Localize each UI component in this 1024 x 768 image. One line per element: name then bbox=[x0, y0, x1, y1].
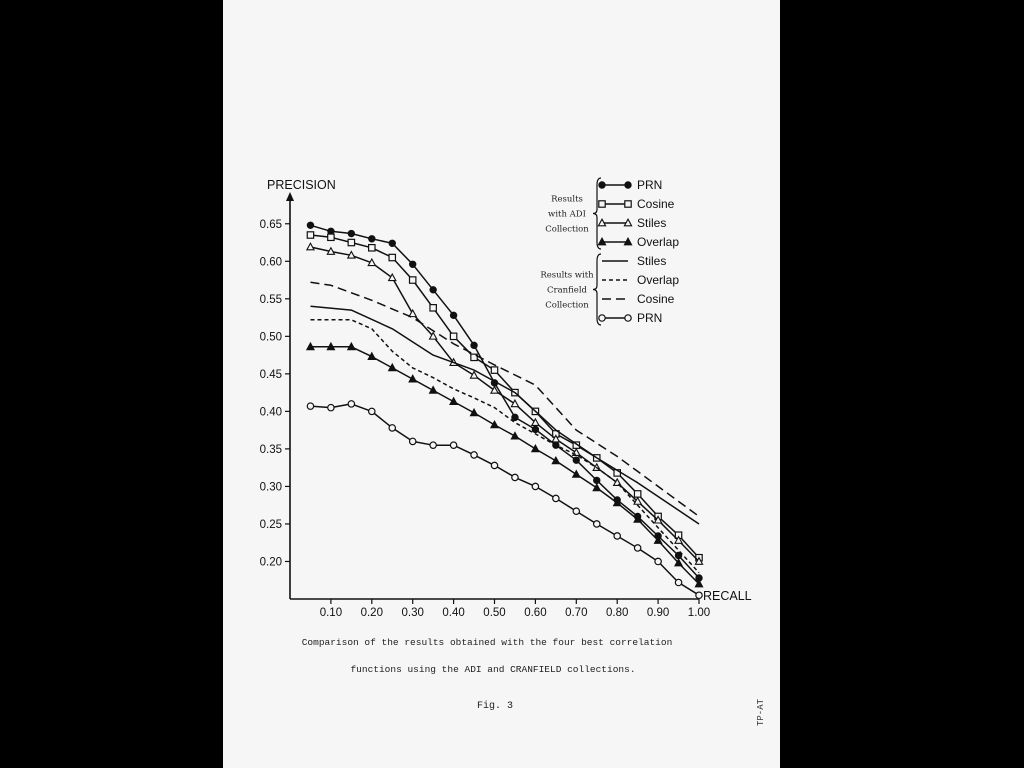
data-point-adi-overlap bbox=[532, 445, 539, 452]
data-point-cranfield-prn bbox=[634, 545, 640, 551]
data-point-cranfield-prn bbox=[307, 403, 313, 409]
data-point-adi-prn bbox=[471, 342, 477, 348]
data-point-adi-prn bbox=[450, 312, 456, 318]
data-point-adi-overlap bbox=[593, 484, 600, 491]
data-point-cranfield-prn bbox=[389, 425, 395, 431]
data-point-cranfield-prn bbox=[348, 401, 354, 407]
y-tick-label: 0.45 bbox=[259, 368, 282, 381]
legend-entry-label: PRN bbox=[637, 311, 663, 325]
data-point-adi-overlap bbox=[491, 421, 498, 428]
data-point-adi-prn bbox=[348, 230, 354, 236]
data-point-cranfield-prn bbox=[696, 592, 702, 598]
data-point-adi-overlap bbox=[552, 457, 559, 464]
data-point-cranfield-prn bbox=[594, 521, 600, 527]
data-point-adi-cosine bbox=[491, 367, 497, 373]
data-point-cranfield-prn bbox=[655, 558, 661, 564]
legend-group-label: Results with bbox=[540, 270, 594, 281]
legend-group-label: Cranfield bbox=[547, 285, 587, 296]
data-point-adi-overlap bbox=[450, 398, 457, 405]
y-tick-label: 0.65 bbox=[259, 218, 282, 231]
legend-entry-label: Stiles bbox=[637, 254, 667, 268]
y-tick-label: 0.60 bbox=[259, 256, 282, 269]
series-line-cranfield-prn bbox=[311, 404, 700, 595]
data-point-adi-cosine bbox=[410, 277, 416, 283]
data-point-cranfield-prn bbox=[450, 442, 456, 448]
data-point-adi-prn bbox=[594, 477, 600, 483]
data-point-adi-stiles bbox=[511, 400, 518, 407]
data-point-adi-prn bbox=[389, 240, 395, 246]
data-point-adi-cosine bbox=[634, 491, 640, 497]
legend-entry-label: Overlap bbox=[637, 235, 680, 249]
data-point-adi-prn bbox=[369, 236, 375, 242]
data-point-cranfield-prn bbox=[328, 404, 334, 410]
legend-entry-label: Cosine bbox=[637, 197, 675, 211]
legend-group-label: Collection bbox=[545, 300, 589, 311]
legend-entry-label: Cosine bbox=[637, 292, 675, 306]
legend-marker bbox=[599, 315, 605, 321]
x-tick-label: 0.40 bbox=[442, 607, 465, 619]
data-point-adi-prn bbox=[512, 414, 518, 420]
x-tick-label: 0.10 bbox=[319, 607, 343, 619]
data-point-cranfield-prn bbox=[532, 483, 538, 489]
data-point-adi-cosine bbox=[430, 305, 436, 311]
legend-group-label: with ADI bbox=[548, 209, 586, 220]
data-point-adi-prn bbox=[430, 287, 436, 293]
y-tick-label: 0.35 bbox=[259, 443, 282, 456]
x-tick-label: 0.90 bbox=[646, 607, 670, 619]
figure-label: Fig. 3 bbox=[476, 701, 514, 712]
x-tick-label: 0.30 bbox=[401, 607, 424, 619]
data-point-adi-prn bbox=[410, 261, 416, 267]
legend-marker bbox=[625, 315, 631, 321]
legend-marker bbox=[625, 201, 631, 207]
y-tick-label: 0.50 bbox=[259, 331, 282, 344]
y-axis-arrow bbox=[286, 192, 294, 201]
data-point-adi-prn bbox=[573, 457, 579, 463]
y-axis-title: PRECISION bbox=[267, 178, 336, 192]
legend-group-brace bbox=[593, 178, 601, 249]
data-point-adi-overlap bbox=[470, 409, 477, 416]
data-point-cranfield-prn bbox=[410, 438, 416, 444]
data-point-cranfield-prn bbox=[553, 495, 559, 501]
legend-group-label: Results bbox=[551, 194, 583, 205]
x-tick-label: 0.20 bbox=[360, 607, 383, 619]
y-tick-label: 0.25 bbox=[259, 518, 282, 531]
data-point-cranfield-prn bbox=[573, 508, 579, 514]
x-tick-label: 0.70 bbox=[565, 607, 588, 619]
y-tick-label: 0.30 bbox=[259, 481, 282, 494]
x-tick-label: 0.50 bbox=[483, 607, 506, 619]
data-point-adi-cosine bbox=[328, 234, 334, 240]
data-point-cranfield-prn bbox=[614, 533, 620, 539]
y-tick-label: 0.55 bbox=[259, 293, 282, 306]
precision-recall-chart bbox=[223, 0, 780, 768]
data-point-adi-stiles bbox=[389, 274, 396, 281]
data-point-cranfield-prn bbox=[491, 462, 497, 468]
data-point-adi-cosine bbox=[369, 245, 375, 251]
y-tick-label: 0.20 bbox=[259, 556, 282, 569]
y-tick-label: 0.40 bbox=[259, 406, 282, 419]
x-tick-label: 0.80 bbox=[606, 607, 629, 619]
data-point-adi-overlap bbox=[573, 471, 580, 478]
caption-line-2: functions using the ADI and CRANFIELD collections. bbox=[350, 664, 636, 675]
data-point-cranfield-prn bbox=[430, 442, 436, 448]
x-axis-title: RECALL bbox=[703, 589, 752, 603]
legend-entry-label: Stiles bbox=[637, 216, 667, 230]
chart-legend bbox=[540, 178, 679, 325]
data-point-adi-cosine bbox=[450, 333, 456, 339]
data-point-adi-stiles bbox=[307, 243, 314, 250]
legend-marker bbox=[599, 201, 605, 207]
data-point-cranfield-prn bbox=[369, 408, 375, 414]
data-point-adi-overlap bbox=[389, 364, 396, 371]
legend-group-brace bbox=[593, 254, 601, 325]
data-point-cranfield-prn bbox=[512, 474, 518, 480]
data-point-adi-stiles bbox=[409, 310, 416, 317]
legend-group-label: Collection bbox=[545, 224, 589, 235]
data-point-adi-stiles bbox=[470, 372, 477, 379]
data-point-adi-overlap bbox=[511, 432, 518, 439]
caption-line-1: Comparison of the results obtained with the four best correlation bbox=[301, 637, 673, 648]
page-code: TP-AT bbox=[756, 698, 766, 726]
data-point-adi-cosine bbox=[307, 232, 313, 238]
legend-marker bbox=[599, 182, 605, 188]
legend-marker bbox=[625, 182, 631, 188]
x-tick-label: 0.60 bbox=[524, 607, 547, 619]
legend-entry-label: PRN bbox=[637, 178, 663, 192]
legend-entry-label: Overlap bbox=[637, 273, 680, 287]
data-point-adi-cosine bbox=[389, 254, 395, 260]
data-point-adi-prn bbox=[532, 426, 538, 432]
data-point-cranfield-prn bbox=[675, 579, 681, 585]
data-point-cranfield-prn bbox=[471, 452, 477, 458]
series-adi-overlap bbox=[307, 343, 703, 587]
x-tick-label: 1.00 bbox=[687, 607, 711, 619]
scanned-page bbox=[223, 0, 780, 768]
data-point-adi-overlap bbox=[409, 375, 416, 382]
data-point-adi-prn bbox=[307, 222, 313, 228]
data-point-adi-cosine bbox=[348, 239, 354, 245]
